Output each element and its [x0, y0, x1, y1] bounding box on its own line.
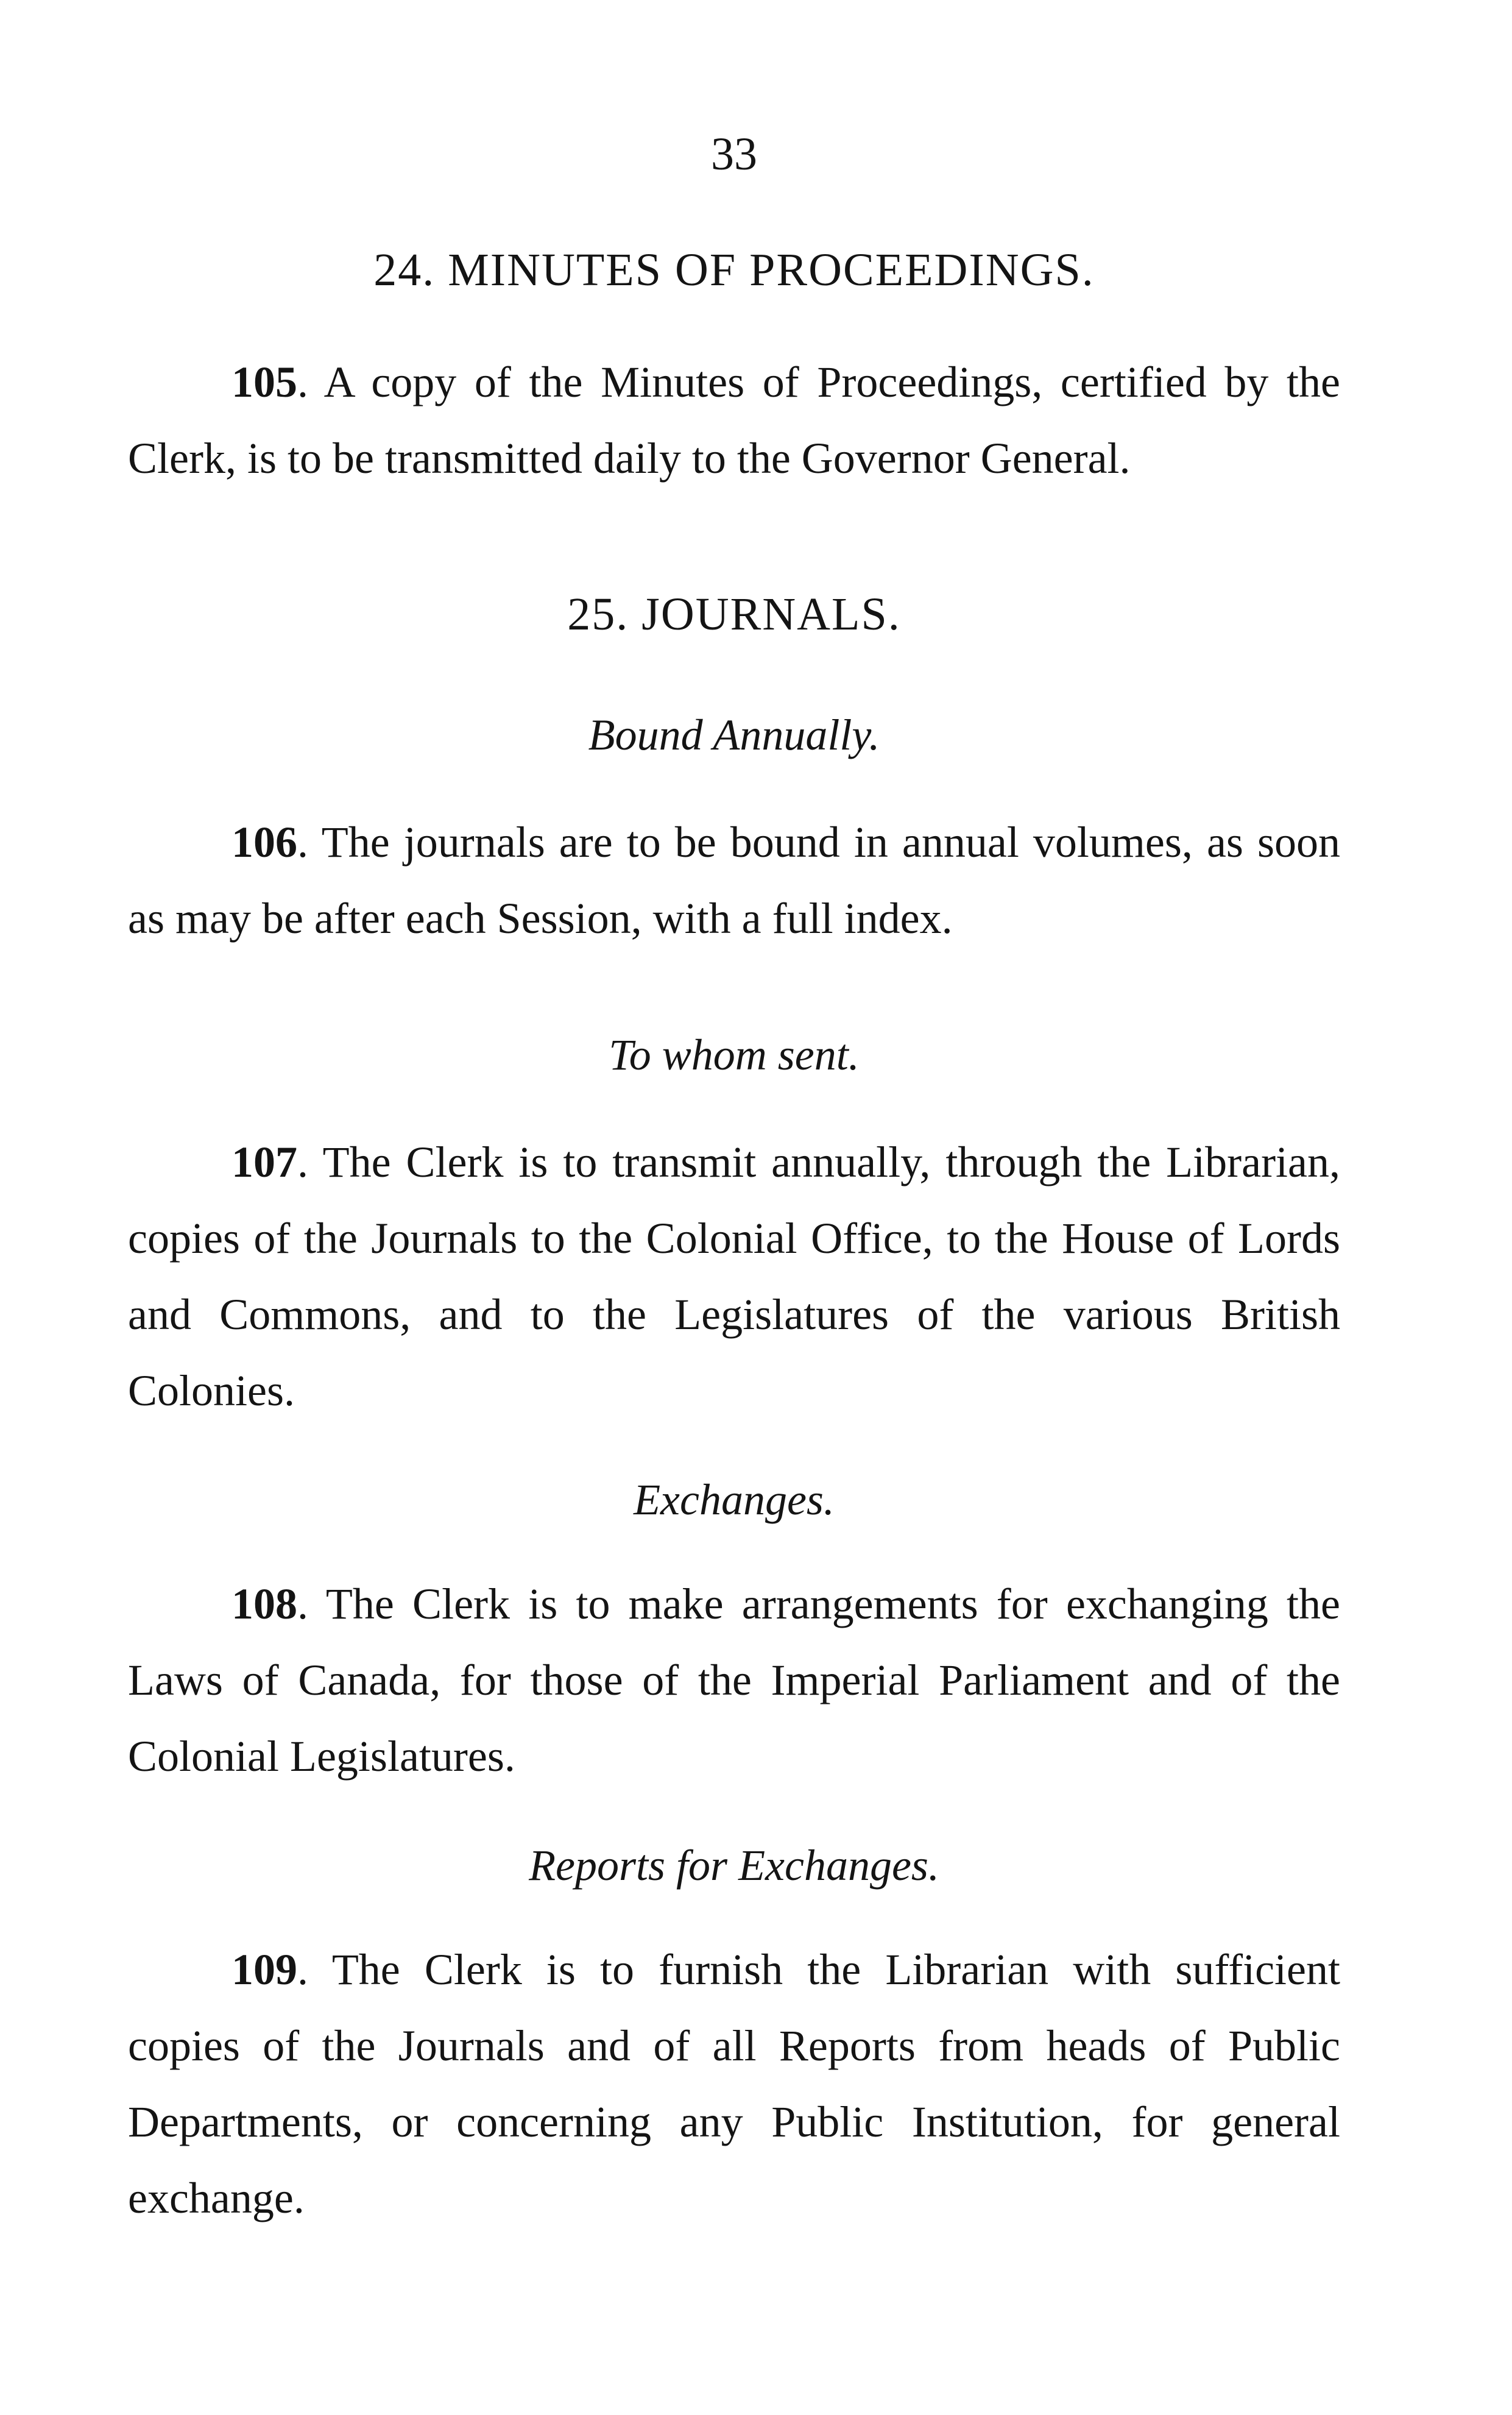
paragraph-text: The Clerk is to furnish the Librarian with sufficient copies of the Journals and of all Reports from heads of Public Departments, or concerning any Public Institution, for general exchange. — [128, 1945, 1340, 2222]
paragraph-text: The journals are to be bound in annual volumes, as soon as may be after each Session, with a full index. — [128, 818, 1341, 943]
subheading-to-whom-sent — [128, 1030, 1340, 1080]
paragraph-107: 107. The Clerk is to transmit annually, through the Librarian, copies of the Journals to the Colonial Office, to the House of Lords and Commons, and to the Legislatures of the various British Colonies. — [128, 1138, 1341, 1415]
paragraph-109: 109. The Clerk is to furnish the Librarian with sufficient copies of the Journals and of all Reports from heads of Public Departments, or concerning any Public Institution, for general exchange. — [128, 1945, 1340, 2222]
section-number: 108 — [231, 1580, 297, 1628]
subheading: Exchanges. — [634, 1475, 835, 1524]
paragraph-106: 106. The journals are to be bound in annual volumes, as soon as may be after each Session, with a full index. — [128, 818, 1341, 943]
subheading-reports-for-exchanges — [128, 1840, 1340, 1891]
page-number: 33 — [711, 129, 757, 180]
paragraph-105: 105. A copy of the Minutes of Proceedings, certified by the Clerk, is to be transmitted daily to the Governor General. — [128, 358, 1341, 483]
subheading: Bound Annually. — [588, 711, 880, 759]
section-heading-journals — [128, 588, 1340, 641]
paragraph-text: The Clerk is to make arrangements for exchanging the Laws of Canada, for those of the Imperial Parliament and of the Colonial Legislatures. — [128, 1580, 1340, 1781]
section-number: 106 — [231, 818, 297, 867]
subheading-bound-annually — [128, 710, 1340, 761]
section-number: 105 — [231, 358, 297, 406]
section-number: 107 — [231, 1138, 297, 1186]
section-number: 109 — [231, 1945, 297, 1994]
section-heading: 25. JOURNALS. — [567, 589, 901, 640]
subheading-exchanges — [128, 1475, 1340, 1525]
paragraph-108: 108. The Clerk is to make arrangements for exchanging the Laws of Canada, for those of the Imperial Parliament and of the Colonial Legislatures. — [128, 1580, 1340, 1781]
paragraph-text: The Clerk is to transmit annually, through the Librarian, copies of the Journals to the Colonial Office, to the House of Lords and Commons, and to the Legislatures of the various British Colonies. — [128, 1138, 1341, 1415]
section-heading: 24. MINUTES OF PROCEEDINGS. — [373, 244, 1095, 296]
document-page — [128, 0, 1340, 2415]
subheading: Reports for Exchanges. — [529, 1841, 939, 1890]
paragraph-text: A copy of the Minutes of Proceedings, certified by the Clerk, is to be transmitted daily to the Governor General. — [128, 358, 1341, 483]
subheading: To whom sent. — [609, 1030, 860, 1079]
section-heading-minutes — [128, 244, 1340, 297]
